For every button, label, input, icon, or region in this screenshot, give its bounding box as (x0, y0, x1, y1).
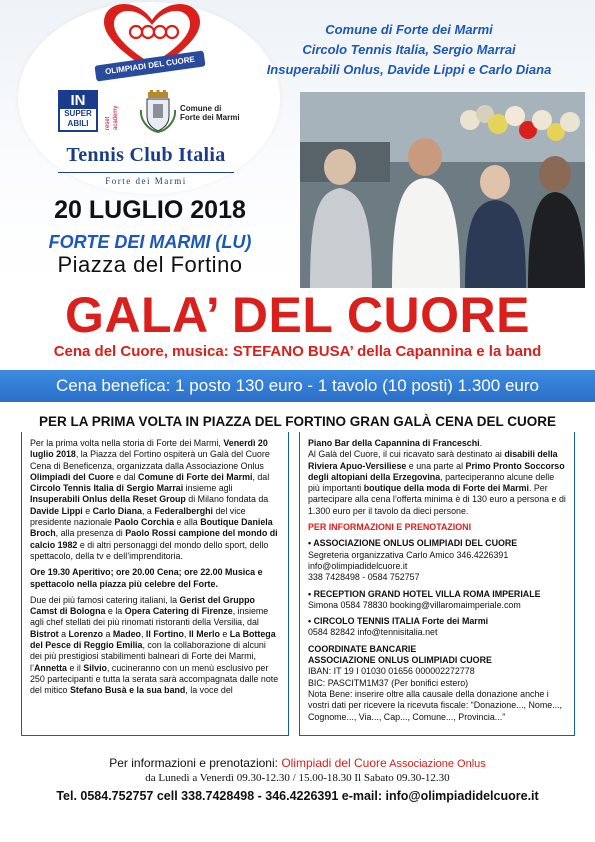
price-banner: Cena benefica: 1 posto 130 euro - 1 tavolo (10 posti) 1.300 euro (0, 370, 595, 402)
insuperabili-logo-in: IN (60, 92, 96, 109)
bank-title: COORDINATE BANCARIE (308, 643, 417, 654)
paragraph: Per la prima volta nella storia di Forte dei Marmi, Venerdì 20 luglio 2018, la Piazza del Fortino ospiterà un Galà del Cuore Cena di Beneficenza, organizzata dalla Associazione Onlus Olimpiadi del Cuore e dal Comune di Forte dei Marmi, dal Circolo Tennis Italia di Sergio Marrai insieme agli Insuperabili Onlus della Reset Group di Milano fondata da Davide Lippi e Carlo Diana, a Federalberghi del vice presidente nazionale Paolo Corchia e alla Boutique Daniela Broch, alla presenza di Paolo Rossi campione del mondo di calcio 1982 e di altri personaggi del mondo dello sport, dello spettacolo, della tv e dell’imprenditoria. (30, 438, 278, 561)
event-title: GALA’ DEL CUORE (65, 287, 530, 343)
bank-title: ASSOCIAZIONE ONLUS OLIMPIADI CUORE (308, 655, 492, 666)
contact-line: Simona 0584 78830 booking@villaromaimperiale.com (308, 599, 521, 610)
organizer-line: Circolo Tennis Italia, Sergio Marrai (302, 42, 516, 57)
organizers (244, 20, 574, 80)
contact-block (308, 589, 566, 612)
bic: BIC: PASCITM1M37 (Per bonifici estero) (308, 677, 469, 688)
article-headline: PER LA PRIMA VOLTA IN PIAZZA DEL FORTINO GRAN GALÀ CENA DEL CUORE (38, 414, 556, 429)
info-heading: PER INFORMAZIONI E PRENOTAZIONI (308, 522, 472, 533)
contact-line: 0584 82842 info@tennisitalia.net (308, 627, 438, 638)
comune-logo-line1: Comune di (180, 104, 222, 113)
event-subtitle: Cena del Cuore, musica: STEFANO BUSA’ della Capannina e la band (53, 343, 542, 360)
article-right-column (299, 432, 575, 736)
iban: IBAN: IT 19 I 01030 01656 000002272778 (308, 666, 475, 677)
insuperabili-logo (58, 90, 98, 132)
bank-block (308, 644, 566, 723)
contact-title: • CIRCOLO TENNIS ITALIA Forte dei Marmi (308, 616, 489, 627)
contact-block (308, 616, 566, 639)
organizer-line: Insuperabili Onlus, Davide Lippi e Carlo Diana (266, 62, 552, 77)
event-photo (300, 92, 585, 288)
paragraph: Due dei più famosi catering italiani, la Gerist del Gruppo Camst di Bologna e la Opera Catering di Firenze, insieme agli chef stellati dei più rinomati ristoranti della Versilia, dal Bistrot a Lorenzo a Madeo, Il Fortino, Il Merlo e La Bottega del Pesce di Reggio Emilia, con la collaborazione di alcuni dei più prestigiosi stabilimenti balneari di Forte dei Marmi, l’Annetta e il Silvio, cucineranno con un menù esclusivo per 250 partecipanti e tutta la serata sarà accompagnata dalle note del mitico Stefano Busà e la sua band, la voce del (30, 594, 279, 696)
olimpiadi-banner: OLIMPIADI DEL CUORE (94, 50, 205, 81)
comune-logo-text (180, 104, 240, 122)
event-place: Piazza del Fortino (57, 252, 243, 277)
contact-title: • RECEPTION GRAND HOTEL VILLA ROMA IMPERIALE (308, 588, 541, 599)
comune-logo-line2: Forte dei Marmi (180, 113, 240, 122)
organizer-line: Comune di Forte dei Marmi (325, 22, 493, 37)
comune-crest-icon (138, 90, 178, 134)
insuperabili-logo-super: SUPER (64, 109, 92, 118)
footer-contacts: Tel. 0584.752757 cell 338.7428498 - 346.4226391 e-mail: info@olimpiadidelcuore.it (56, 789, 539, 803)
tennis-club-sub: Forte dei Marmi (58, 172, 234, 186)
tennis-club-logo: Tennis Club Italia (66, 144, 226, 166)
event-date: 20 LUGLIO 2018 (54, 196, 246, 224)
bank-note: Nota Bene: inserire oltre alla causale della donazione anche i vostri dati per ricevere la ricevuta fiscale: “Donazione..., Nome..., Cognome..., Via..., Cap..., Comune..., Provincia...” (308, 688, 563, 722)
contact-line: Segreteria organizzativa Carlo Amico 346.4226391 (308, 549, 509, 560)
event-city: FORTE DEI MARMI (LU) (48, 232, 252, 252)
contact-line: 338 7428498 - 0584 752757 (308, 572, 420, 583)
paragraph: Piano Bar della Capannina di Franceschi. Al Galà del Cuore, il cui ricavato sarà destinato ai disabili della Riviera Apuo-Versiliese e una parte al Primo Pronto Soccorso degli altopiani della Erzegovina, parteciperanno alcune delle più importanti boutique della moda di Forte dei Marmi. Per partecipare alla cena l’offerta minima è di 130 euro a persona e di 1.300 euro per il tavolo da dieci persone. (308, 438, 566, 516)
insuperabili-logo-abili: ABILI (67, 119, 89, 128)
footer-hours: da Lunedì a Venerdì 09.30-12.30 / 15.00-18.30 Il Sabato 09.30-12.30 (145, 772, 450, 784)
contact-block (308, 538, 566, 583)
footer-info: Per informazioni e prenotazioni: Olimpiadi del Cuore Associazione Onlus (109, 756, 486, 770)
contact-email[interactable]: info@olimpiadidelcuore.it (308, 560, 408, 571)
schedule-paragraph: Ore 19.30 Aperitivo; ore 20.00 Cena; ore 22.00 Musica e spettacolo nella piazza più celebre del Forte. (30, 567, 263, 589)
contact-title: • ASSOCIAZIONE ONLUS OLIMPIADI DEL CUORE (308, 538, 518, 549)
reset-academy-logo: reset academy (105, 105, 119, 130)
article-left-column (21, 432, 289, 736)
